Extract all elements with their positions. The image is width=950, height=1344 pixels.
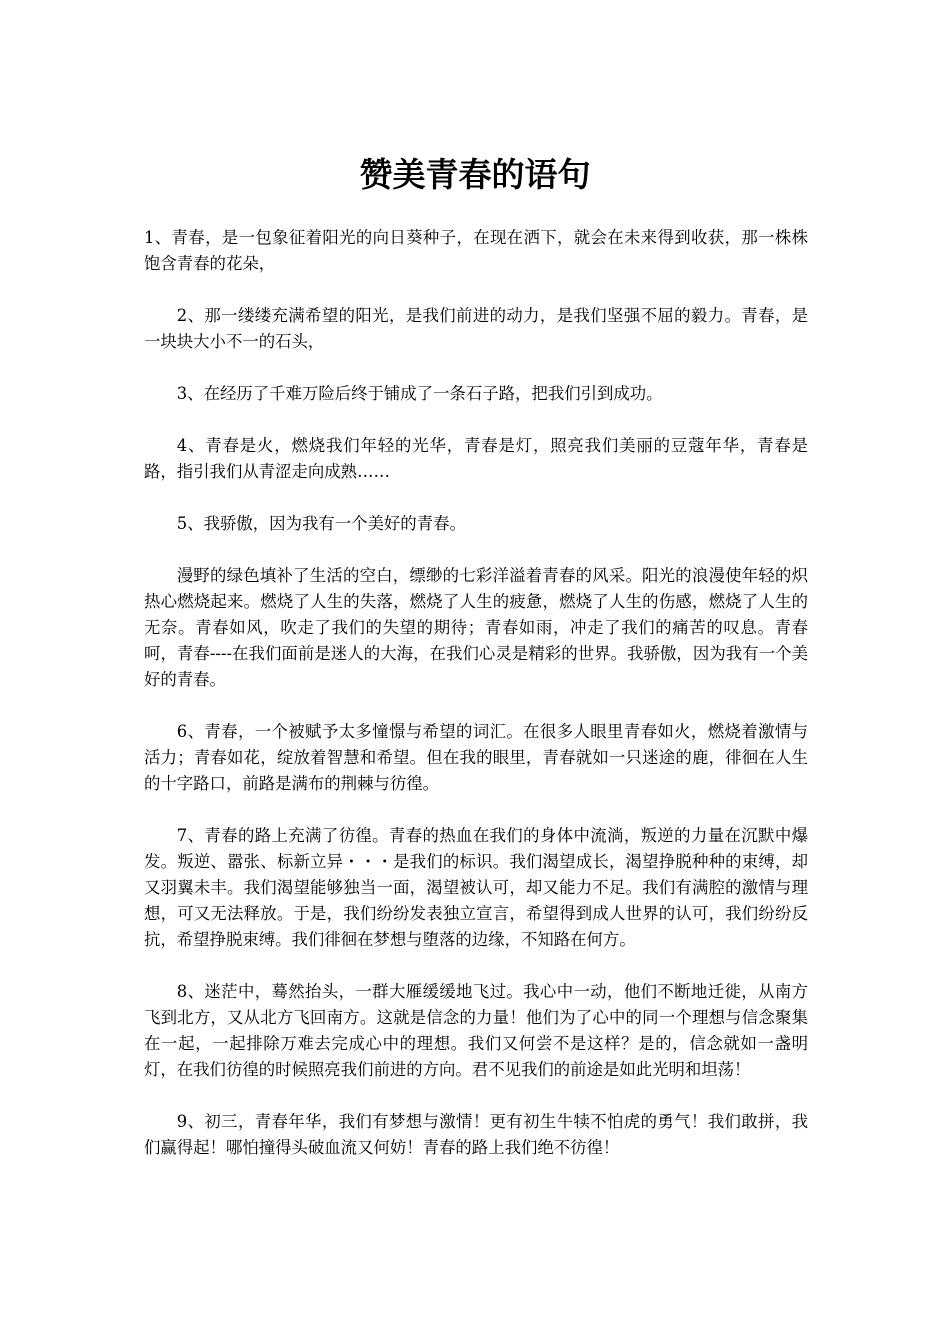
paragraph-9: 8、迷茫中，蓦然抬头，一群大雁缓缓地飞过。我心中一动，他们不断地迁徙，从南方飞到北方，又从北方飞回南方。这就是信念的力量！他们为了心中的同一个理想与信念聚集在一起，一起排除万难去完成心中的理想。我们又何尝不是这样？是的，信念就如一盏明灯，在我们彷徨的时候照亮我们前进的方向。君不见我们的前途是如此光明和坦荡！ [144,982,808,1079]
document-body [144,225,808,1187]
paragraph-3: 3、在经历了千难万险后终于铺成了一条石子路，把我们引到成功。 [176,384,663,403]
paragraph-5: 5、我骄傲，因为我有一个美好的青春。 [176,514,466,533]
paragraph-10: 9、初三，青春年华，我们有梦想与激情！更有初生牛犊不怕虎的勇气！我们敢拼，我们赢得起！哪怕撞得头破血流又何妨！青春的路上我们绝不彷徨！ [144,1112,808,1157]
paragraph-6: 漫野的绿色填补了生活的空白，缥缈的七彩洋溢着青春的风采。阳光的浪漫使年轻的炽热心燃烧起来。燃烧了人生的失落，燃烧了人生的疲惫，燃烧了人生的伤感，燃烧了人生的无奈。青春如风，吹走了我们的失望的期待；青春如雨，冲走了我们的痛苦的叹息。青春呵，青春----在我们面前是迷人的大海，在我们心灵是精彩的世界。我骄傲，因为我有一个美好的青春。 [144,566,808,689]
paragraph-2: 2、那一缕缕充满希望的阳光，是我们前进的动力，是我们坚强不屈的毅力。青春，是一块块大小不一的石头， [144,306,808,351]
document-title: 赞美青春的语句 [359,155,591,194]
paragraph-4: 4、青春是火，燃烧我们年轻的光华，青春是灯，照亮我们美丽的豆蔻年华，青春是路，指引我们从青涩走向成熟…… [144,436,808,481]
paragraph-1: 1、青春，是一包象征着阳光的向日葵种子，在现在洒下，就会在未来得到收获，那一株株饱含青春的花朵， [144,228,808,273]
paragraph-7: 6、青春，一个被赋予太多憧憬与希望的词汇。在很多人眼里青春如火，燃烧着激情与活力；青春如花，绽放着智慧和希望。但在我的眼里，青春就如一只迷途的鹿，徘徊在人生的十字路口，前路是满布的荆棘与彷徨。 [144,722,808,793]
paragraph-8: 7、青春的路上充满了彷徨。青春的热血在我们的身体中流淌，叛逆的力量在沉默中爆发。叛逆、嚣张、标新立异・・・是我们的标识。我们渴望成长，渴望挣脱种种的束缚，却又羽翼未丰。我们渴望能够独当一面，渴望被认可，却又能力不足。我们有满腔的激情与理想，可又无法释放。于是，我们纷纷发表独立宣言，希望得到成人世界的认可，我们纷纷反抗，希望挣脱束缚。我们徘徊在梦想与堕落的边缘，不知路在何方。 [144,826,808,949]
